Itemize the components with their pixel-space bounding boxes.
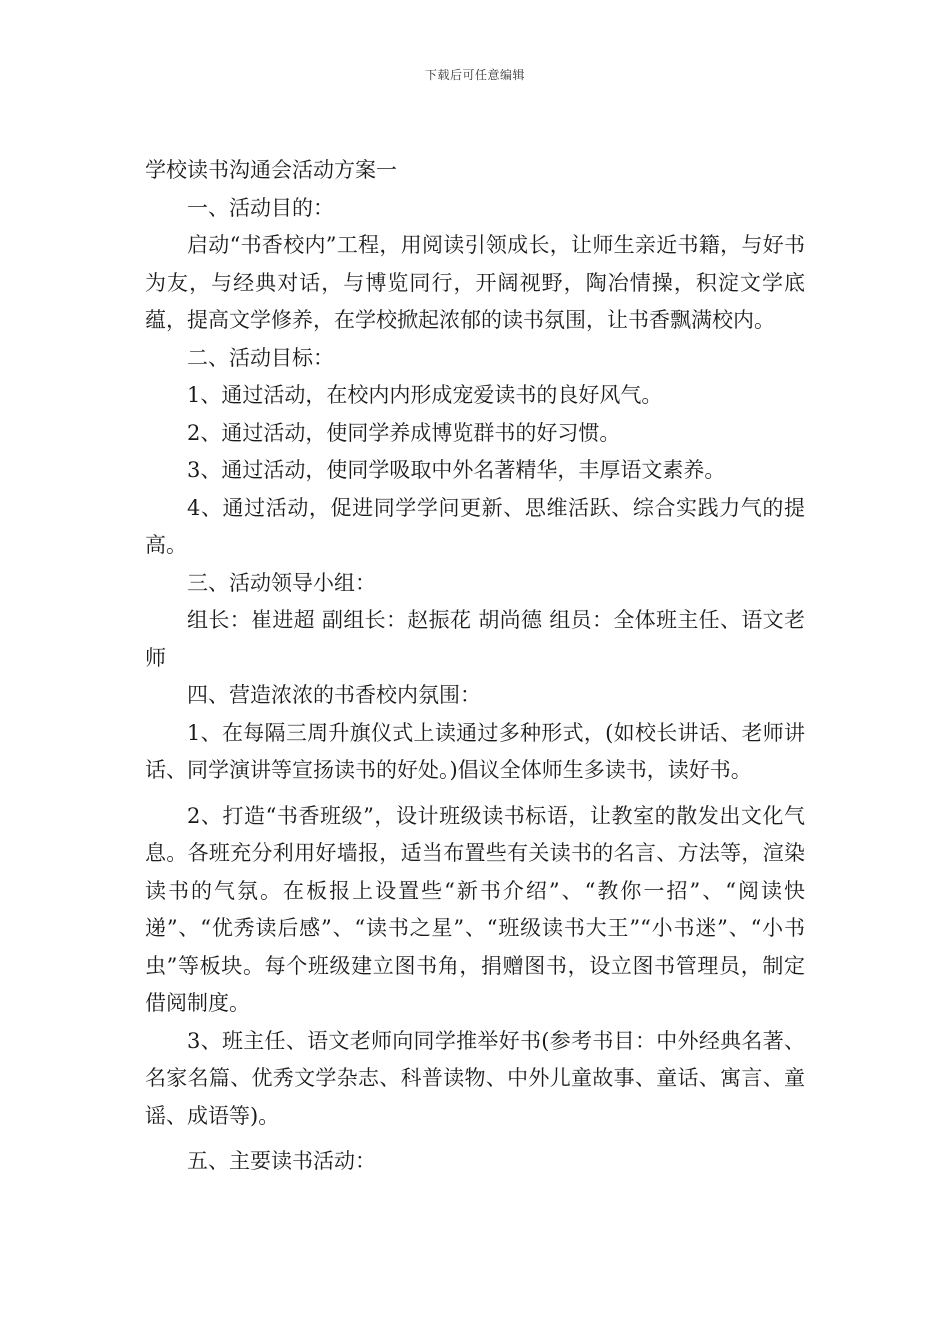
- section-heading: 一、活动目的：: [187, 195, 334, 220]
- section-heading: 三、活动领导小组：: [187, 570, 376, 595]
- list-item: 4、通过活动，促进同学学问更新、思维活跃、综合实践力气的提高。: [145, 495, 805, 557]
- document-body: [145, 152, 805, 1181]
- paragraph: 启动“书香校内”工程，用阅读引领成长，让师生亲近书籍，与好书为友，与经典对话，与博览同行，开阔视野，陶冶情操，积淀文学底蕴，提高文学修养，在学校掀起浓郁的读书氛围，让书香飘满校内。: [145, 233, 805, 332]
- paragraph: 组长：崔进超 副组长：赵振花 胡尚德 组员：全体班主任、语文老师: [145, 608, 805, 670]
- list-item: 2、打造“书香班级”，设计班级读书标语，让教室的散发出文化气息。各班充分利用好墙报，适当布置些有关读书的名言、方法等，渲染读书的气氛。在板报上设置些“新书介绍”、“教你一招”、“阅读快递”、“优秀读后感”、“读书之星”、“班级读书大王”“小书迷”、“小书虫”等板块。每个班级建立图书角，捐赠图书，设立图书管理员，制定借阅制度。: [145, 803, 805, 1015]
- document-title: 学校读书沟通会活动方案一: [145, 158, 397, 182]
- list-item: 1、在每隔三周升旗仪式上读通过多种形式，(如校长讲话、老师讲话、同学演讲等宣扬读书的好处。)倡议全体师生多读书，读好书。: [145, 720, 805, 782]
- list-item: 2、通过活动，使同学养成博览群书的好习惯。: [187, 420, 621, 445]
- section-heading: 五、主要读书活动：: [187, 1149, 376, 1173]
- section-heading: 四、营造浓浓的书香校内氛围：: [187, 683, 481, 707]
- section-heading: 二、活动目标：: [187, 345, 334, 370]
- list-item: 1、通过活动，在校内内形成宠爱读书的良好风气。: [187, 383, 663, 407]
- list-item: 3、通过活动，使同学吸取中外名著精华，丰厚语文素养。: [187, 458, 726, 482]
- page-header-note: 下载后可任意编辑: [424, 68, 525, 82]
- list-item: 3、班主任、语文老师向同学推举好书(参考书目：中外经典名著、名家名篇、优秀文学杂志、科普读物、中外儿童故事、童话、寓言、童谣、成语等)。: [145, 1028, 805, 1128]
